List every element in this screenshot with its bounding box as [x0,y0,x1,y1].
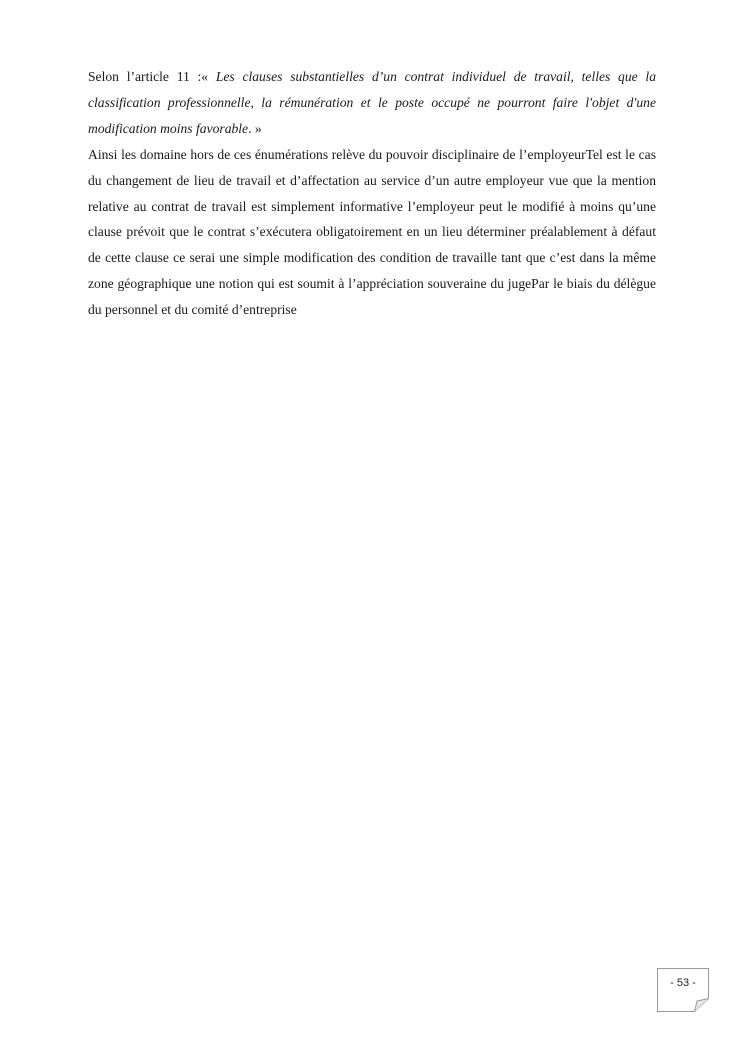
folded-corner-frame [657,968,709,1012]
paragraph-explanation: Ainsi les domaine hors de ces énumérations relève du pouvoir disciplinaire de l’employeurTel est le cas du changement de lieu de travail et d’affectation au service d’un autre employeur vue que la mention relative au contrat de travail est simplement informative l’employeur peut le modifié à moins qu’une clause prévoit que le contrat s’exécutera obligatoirement en un lieu déterminer préalablement à défaut de cette clause ce serai une simple modification des condition de travaille tant que c’est dans la même zone géographique une notion qui est soumit à l’appréciation souveraine du jugePar le biais du délègue du personnel et du comité d’entreprise [88,146,656,318]
page-number-box [657,968,709,1012]
page-number: - 53 - [670,977,696,989]
quote-outro: . » [248,120,262,136]
article-11-quote: Les clauses substantielles d’un contrat individuel de travail, telles que la classification professionnelle, la rémunération et le poste occupé ne pourront faire l'objet d'une modification moins favorable [88,69,656,136]
document-body [88,64,656,323]
quote-intro: Selon l’article 11 :« [88,69,216,84]
paragraph-article-11 [88,64,656,142]
